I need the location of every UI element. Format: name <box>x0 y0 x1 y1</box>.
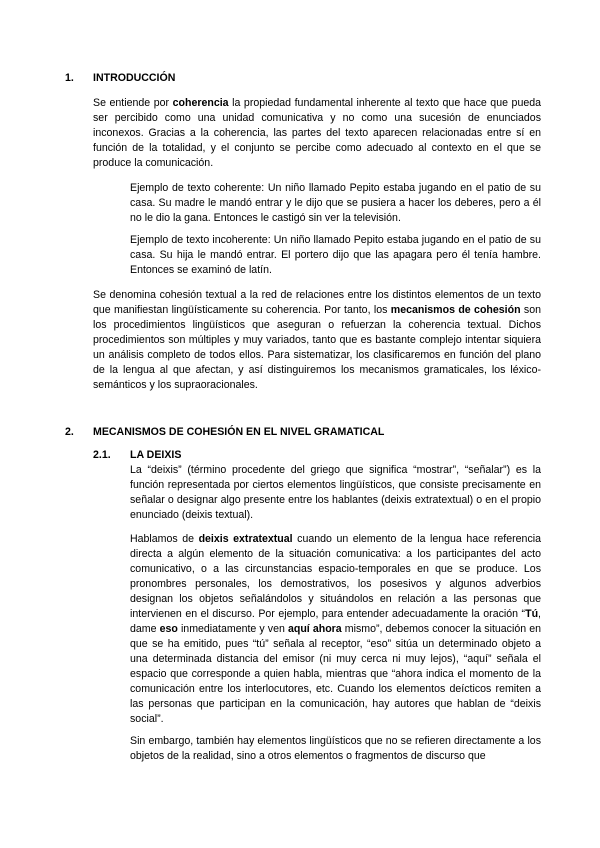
deixis-p2-text-d: inmediatamente y ven <box>177 623 288 635</box>
deixis-paragraph-3: Sin embargo, también hay elementos lingüísticos que no se refieren directamente a los objetos de la realidad, sino a otros elementos o fragmentos de discurso que <box>130 735 541 762</box>
intro-p1-bold: coherencia <box>172 97 229 109</box>
intro-p2-text-b: son los procedimientos lingüísticos que aseguran o refuerzan la coherencia textual. Dichos procedimientos son múltiples y muy variados, tanto que es bastante complejo intentar siquiera un análisis completo de todos ellos. Para sistematizar, los clasificaremos en función del plano de la lengua al que afectan, y así distinguiremos los mecanismos gramaticales, los léxico-semánticos y los supraoracionales. <box>93 304 542 391</box>
deixis-p2-eso: eso <box>159 623 178 635</box>
deixis-p2-tu: Tú <box>525 608 539 620</box>
subsection-2-1-title: LA DEIXIS <box>130 449 182 461</box>
example-coherent: Ejemplo de texto coherente: Un niño llamado Pepito estaba jugando en el patio de su casa. Su madre le mandó entrar y le dijo que se pusiera a hacer los deberes, pero a él no le dio la gana. Entonces le castigó sin ver la televisión. <box>130 182 541 224</box>
section-2-number: 2. <box>65 426 74 438</box>
intro-p1-text-a: Se entiende por <box>93 97 173 109</box>
deixis-p2-text-c: , dame <box>130 608 541 635</box>
subsection-2-1-number: 2.1. <box>93 449 111 461</box>
intro-p2-bold: mecanismos de cohesión <box>390 304 521 316</box>
example-incoherent: Ejemplo de texto incoherente: Un niño llamado Pepito estaba jugando en el patio de su casa. Su hija le mandó entrar. El portero dijo que las apagara pero él tenía hambre. Entonces se examinó de latín. <box>130 234 541 276</box>
section-1-title: INTRODUCCIÓN <box>93 72 176 84</box>
deixis-paragraph-2 <box>130 532 541 727</box>
deixis-p2-text-a: Hablamos de <box>130 533 199 545</box>
section-1-number: 1. <box>65 72 74 84</box>
deixis-p2-text-b: cuando un elemento de la lengua hace referencia directa a algún elemento de la situación comunicativa: a los participantes del acto comunicativo, o a las circunstancias espacio-temporales en que se produce. Los pronombres personales, los demostrativos, los posesivos y algunos adverbios designan los objetos señalándolos y situándolos en relación a las personas que intervienen en el discurso. Por ejemplo, para entender adecuadamente la oración “ <box>130 533 541 620</box>
deixis-paragraph-1: La “deixis” (término procedente del griego que significa “mostrar”, “señalar”) es la función representada por ciertos elementos lingüísticos, que consiste precisamente en señalar o designar algo presente entre los hablantes (deixis extratextual) o en el propio enunciado (deixis textual). <box>130 464 541 521</box>
intro-paragraph-1 <box>93 96 541 171</box>
intro-p1-text-b: la propiedad fundamental inherente al texto que hace que pueda ser percibido como una unidad comunicativa y no como una sucesión de enunciados inconexos. Gracias a la coherencia, las partes del texto aparecen relacionadas entre sí en función de la totalidad, y el conjunto se percibe como adecuado al contexto en el que se produce la comunicación. <box>93 97 542 169</box>
deixis-p2-bold: deixis extratextual <box>198 533 293 545</box>
deixis-p2-text-e: mismo”, debemos conocer la situación en que se ha emitido, pues “tú” señala al receptor, “eso” sitúa un determinado objeto a una determinada distancia del emisor (ni muy cerca ni muy lejos), “aquí” señala el espacio que corresponde a quien habla, mientras que “ahora indica el momento de la comunicación entre los interlocutores, etc. Cuando los elementos deícticos remiten a las personas que participan en la comunicación, hay autores que hablan de “deixis social”. <box>130 623 541 725</box>
intro-p2-text-a: Se denomina cohesión textual a la red de relaciones entre los distintos elementos de un texto que manifiestan lingüísticamente su coherencia. Por tanto, los <box>93 289 541 316</box>
intro-paragraph-2 <box>93 288 541 393</box>
section-2-title: MECANISMOS DE COHESIÓN EN EL NIVEL GRAMATICAL <box>93 426 385 438</box>
deixis-p2-aqui: aquí ahora <box>287 623 342 635</box>
